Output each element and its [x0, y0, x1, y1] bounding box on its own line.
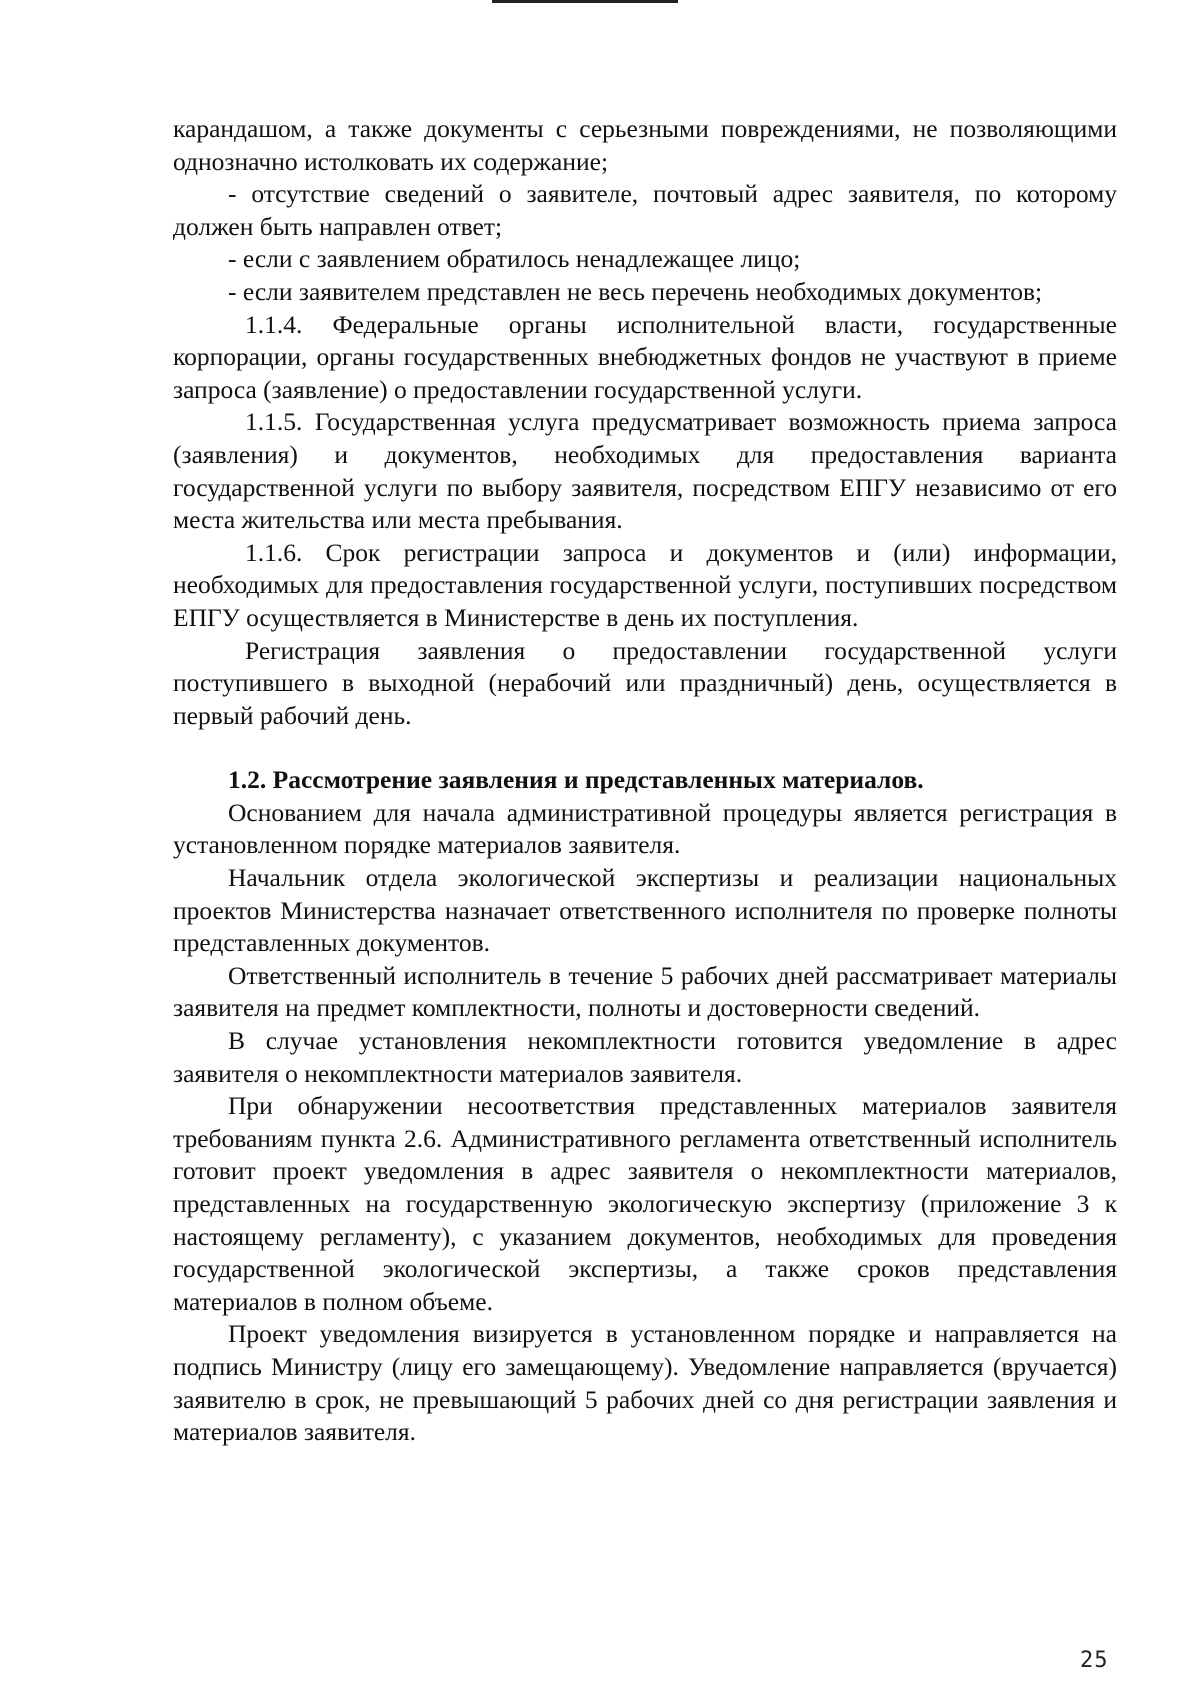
paragraph-responsible-executor: Ответственный исполнитель в течение 5 рабочих дней рассматривает материалы заявителя на предмет комплектности, полноты и достоверности сведений. [173, 960, 1117, 1023]
page-number: 25 [1080, 1648, 1109, 1673]
paragraph-continuation: карандашом, а также документы с серьезными повреждениями, не позволяющими однозначно истолковать их содержание; [173, 114, 1117, 176]
paragraph-notification-draft: Проект уведомления визируется в установленном порядке и направляется на подпись Министру (лицу его замещающему). Уведомление направляется (вручается) заявителю в срок, не превышающий 5 рабочих дней со дня регистрации заявления и материалов заявителя. [173, 1319, 1117, 1447]
paragraph-department-head: Начальник отдела экологической экспертизы и реализации национальных проектов Министерства назначает ответственного исполнителя по проверке полноты представленных документов. [173, 863, 1117, 958]
paragraph-registration-holiday: Регистрация заявления о предоставлении государственной услуги поступившего в выходной (нерабочий или праздничный) день, осуществляется в первый рабочий день. [173, 635, 1117, 730]
section-heading-1-2: 1.2. Рассмотрение заявления и представленных материалов. [228, 765, 924, 795]
list-item-improper-person: - если с заявлением обратилось ненадлежащее лицо; [228, 244, 801, 274]
paragraph-basis: Основанием для начала административной процедуры является регистрация в установленном порядке материалов заявителя. [173, 797, 1117, 860]
document-body [173, 113, 1117, 1449]
list-item-incomplete-documents: - если заявителем представлен не весь перечень необходимых документов; [228, 276, 1043, 306]
paragraph-nonconformity: При обнаружении несоответствия представленных материалов заявителя требованиям пункта 2.6. Административного регламента ответственный исполнитель готовит проект уведомления в адрес заявителя о некомплектности материалов, представленных на государственную экологическую экспертизу (приложение 3 к настоящему регламенту), с указанием документов, необходимых для проведения государственной экологической экспертизы, а также сроков представления материалов в полном объеме. [173, 1091, 1117, 1316]
clause-1-1-6: 1.1.6. Срок регистрации запроса и документов и (или) информации, необходимых для предоставления государственной услуги, поступивших посредством ЕПГУ осуществляется в Министерстве в день их поступления. [173, 537, 1117, 632]
list-item-no-applicant-info: - отсутствие сведений о заявителе, почтовый адрес заявителя, по которому должен быть направлен ответ; [173, 179, 1117, 241]
clause-1-1-4: 1.1.4. Федеральные органы исполнительной власти, государственные корпорации, органы государственных внебюджетных фондов не участвуют в приеме запроса (заявление) о предоставлении государственной услуги. [173, 309, 1117, 404]
clause-1-1-5: 1.1.5. Государственная услуга предусматривает возможность приема запроса (заявления) и документов, необходимых для предоставления варианта государственной услуги по выбору заявителя, посредством ЕПГУ независимо от его места жительства или места пребывания. [173, 407, 1117, 535]
paragraph-incompleteness: В случае установления некомплектности готовится уведомление в адрес заявителя о некомплектности материалов заявителя. [173, 1026, 1117, 1088]
scan-edge-mark [492, 0, 678, 3]
